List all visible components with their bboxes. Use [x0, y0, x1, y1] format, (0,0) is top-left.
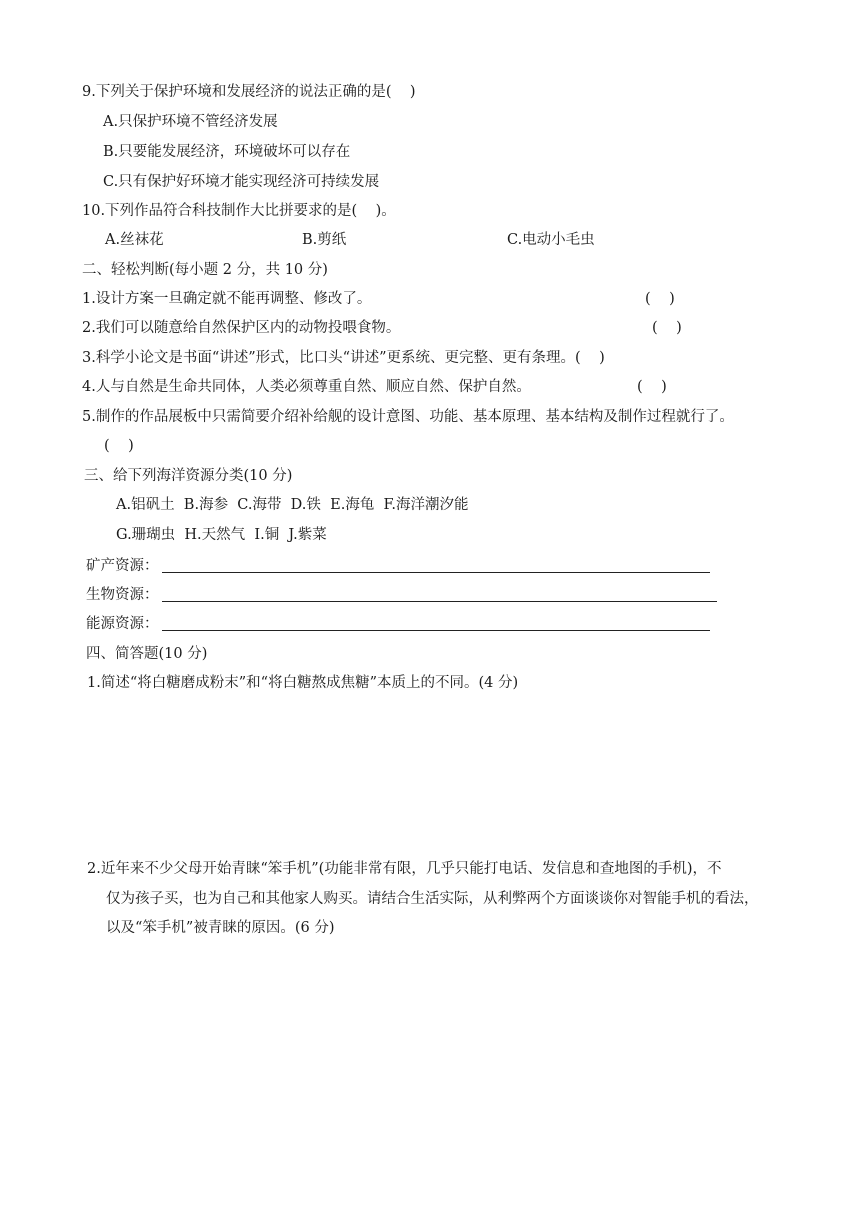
q10-option-b: B.剪纸: [302, 232, 347, 248]
short-answer-q2-line3: 以及“笨手机”被青睐的原因。(6 分): [106, 920, 335, 936]
judge-item-4: 4.人与自然是生命共同体，人类必须尊重自然、顺应自然、保护自然。: [82, 379, 531, 395]
resource-options-line2: G.珊瑚虫 H.天然气 I.铜 J.紫菜: [116, 527, 327, 543]
judge-item-2: 2.我们可以随意给自然保护区内的动物投喂食物。: [82, 320, 401, 336]
short-answer-q1: 1.简述“将白糖磨成粉末”和“将白糖熬成焦糖”本质上的不同。(4 分): [87, 675, 519, 691]
q9-option-b: B.只要能发展经济，环境破坏可以存在: [103, 144, 351, 160]
biological-resources-answer-line[interactable]: [162, 601, 717, 602]
judge-item-1-bracket: ( ): [645, 291, 675, 307]
q10-option-a: A.丝袜花: [105, 232, 164, 248]
q10-stem: 10.下列作品符合科技制作大比拼要求的是( )。: [82, 203, 396, 219]
section2-title: 二、轻松判断(每小题 2 分，共 10 分): [82, 262, 328, 278]
judge-item-1: 1.设计方案一旦确定就不能再调整、修改了。: [82, 291, 372, 307]
short-answer-q2-line1: 2.近年来不少父母开始青睐“笨手机”(功能非常有限，几乎只能打电话、发信息和查地图的手机)，不: [87, 861, 722, 877]
judge-item-5-bracket: ( ): [104, 438, 134, 454]
judge-item-2-bracket: ( ): [652, 320, 682, 336]
q9-stem: 9.下列关于保护环境和发展经济的说法正确的是( ): [82, 84, 416, 100]
section4-title: 四、简答题(10 分): [86, 646, 208, 662]
short-answer-q2-line2: 仅为孩子买，也为自己和其他家人购买。请结合生活实际，从利弊两个方面谈谈你对智能手机的看法，: [106, 891, 759, 907]
judge-item-5: 5.制作的作品展板中只需简要介绍补给舰的设计意图、功能、基本原理、基本结构及制作过程就行了。: [82, 409, 734, 425]
resource-options-line1: A.铝矾土 B.海参 C.海带 D.铁 E.海龟 F.海洋潮汐能: [116, 497, 469, 513]
section3-title: 三、给下列海洋资源分类(10 分): [84, 468, 293, 484]
energy-resources-label: 能源资源：: [86, 616, 159, 632]
biological-resources-label: 生物资源：: [86, 587, 159, 603]
q10-option-c: C.电动小毛虫: [507, 232, 595, 248]
judge-item-3: 3.科学小论文是书面“讲述”形式，比口头“讲述”更系统、更完整、更有条理。( ): [82, 350, 605, 366]
energy-resources-answer-line[interactable]: [162, 630, 710, 631]
q9-option-c: C.只有保护好环境才能实现经济可持续发展: [103, 174, 380, 190]
judge-item-4-bracket: ( ): [637, 379, 667, 395]
q9-option-a: A.只保护环境不管经济发展: [103, 114, 278, 130]
mineral-resources-answer-line[interactable]: [162, 572, 710, 573]
mineral-resources-label: 矿产资源：: [86, 558, 159, 574]
